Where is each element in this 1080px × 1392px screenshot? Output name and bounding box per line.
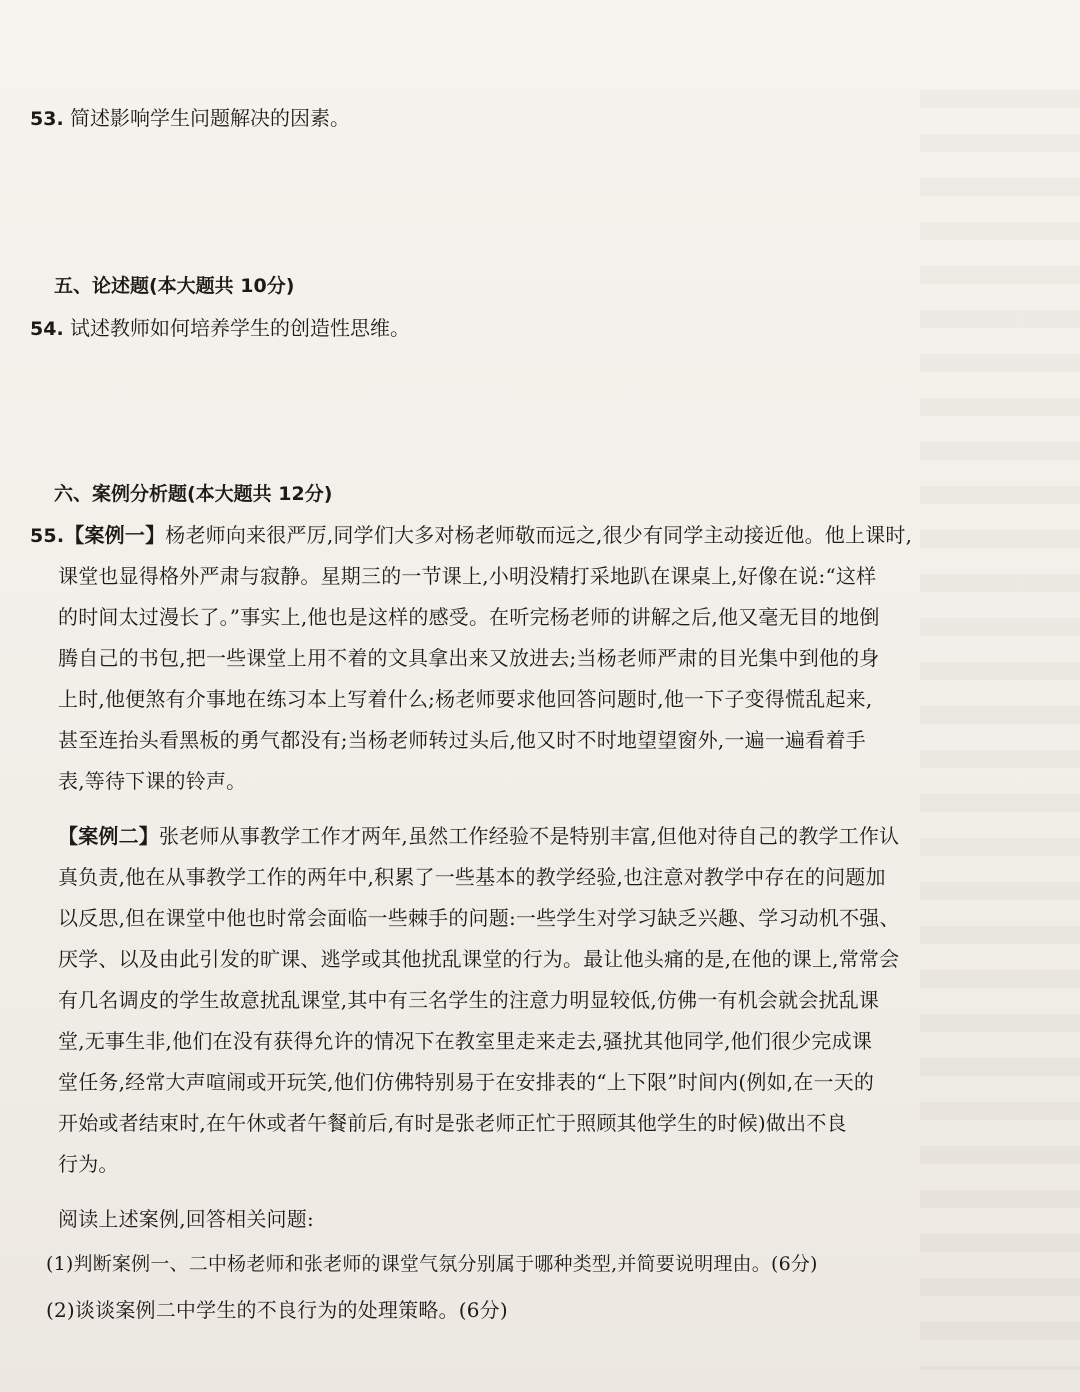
- case-prompt: 阅读上述案例,回答相关问题:: [58, 1207, 314, 1231]
- case1-text-line: 杨老师向来很严厉,同学们大多对杨老师敬而远之,很少有同学主动接近他。他上课时,: [165, 523, 913, 547]
- subquestion-2: (2)谈谈案例二中学生的不良行为的处理策略。(6分): [46, 1298, 508, 1322]
- question-53-number: 53.: [30, 108, 64, 130]
- question-54: [30, 314, 410, 343]
- section-5-title: 五、论述题(本大题共 10分): [54, 275, 295, 297]
- case2-text-line: 真负责,他在从事教学工作的两年中,积累了一些基本的教学经验,也注意对教学中存在的问题加: [58, 865, 886, 889]
- case1-text-line: 课堂也显得格外严肃与寂静。星期三的一节课上,小明没精打采地趴在课桌上,好像在说:“这样: [58, 564, 877, 588]
- case2-text-line: 张老师从事教学工作才两年,虽然工作经验不是特别丰富,但他对待自己的教学工作认: [159, 824, 900, 848]
- case1-text-line: 腾自己的书包,把一些课堂上用不着的文具拿出来又放进去;当杨老师严肃的目光集中到他的身: [58, 646, 880, 670]
- case1-text-line: 上时,他便煞有介事地在练习本上写着什么;杨老师要求他回答问题时,他一下子变得慌乱起来,: [58, 687, 873, 711]
- bleed-through-texture: [920, 90, 1080, 1370]
- case1-text-line: 甚至连抬头看黑板的勇气都没有;当杨老师转过头后,他又时不时地望望窗外,一遍一遍看着手: [58, 728, 866, 752]
- question-55-case1-line-1: [30, 521, 912, 550]
- question-53: [30, 104, 350, 133]
- section-6-title: 六、案例分析题(本大题共 12分): [54, 483, 333, 505]
- case2-text-line: 厌学、以及由此引发的旷课、逃学或其他扰乱课堂的行为。最让他头痛的是,在他的课上,常常会: [58, 947, 900, 971]
- question-54-text: 试述教师如何培养学生的创造性思维。: [70, 316, 411, 340]
- question-55-number: 55.: [30, 525, 65, 547]
- case1-text-line: 表,等待下课的铃声。: [58, 769, 247, 793]
- case1-text-line: 的时间太过漫长了。”事实上,他也是这样的感受。在听完杨老师的讲解之后,他又毫无目的地倒: [58, 605, 880, 629]
- case2-label: 【案例二】: [58, 824, 159, 848]
- question-53-text: 简述影响学生问题解决的因素。: [70, 106, 351, 130]
- case2-text-line: 行为。: [58, 1152, 119, 1176]
- question-55-case2-line-1: [58, 822, 899, 850]
- subquestion-1: (1)判断案例一、二中杨老师和张老师的课堂气氛分别属于哪种类型,并简要说明理由。(6分): [46, 1253, 818, 1275]
- case2-text-line: 堂,无事生非,他们在没有获得允许的情况下在教室里走来走去,骚扰其他同学,他们很少完成课: [58, 1029, 873, 1053]
- question-54-number: 54.: [30, 318, 64, 340]
- case1-label: 【案例一】: [64, 523, 166, 547]
- case2-text-line: 开始或者结束时,在午休或者午餐前后,有时是张老师正忙于照顾其他学生的时候)做出不良: [58, 1111, 847, 1135]
- case2-text-line: 以反思,但在课堂中他也时常会面临一些棘手的问题:一些学生对学习缺乏兴趣、学习动机不强、: [58, 906, 900, 930]
- case2-text-line: 有几名调皮的学生故意扰乱课堂,其中有三名学生的注意力明显较低,仿佛一有机会就会扰乱课: [58, 988, 880, 1012]
- case2-text-line: 堂任务,经常大声喧闹或开玩笑,他们仿佛特别易于在安排表的“上下限”时间内(例如,在一天的: [58, 1070, 875, 1094]
